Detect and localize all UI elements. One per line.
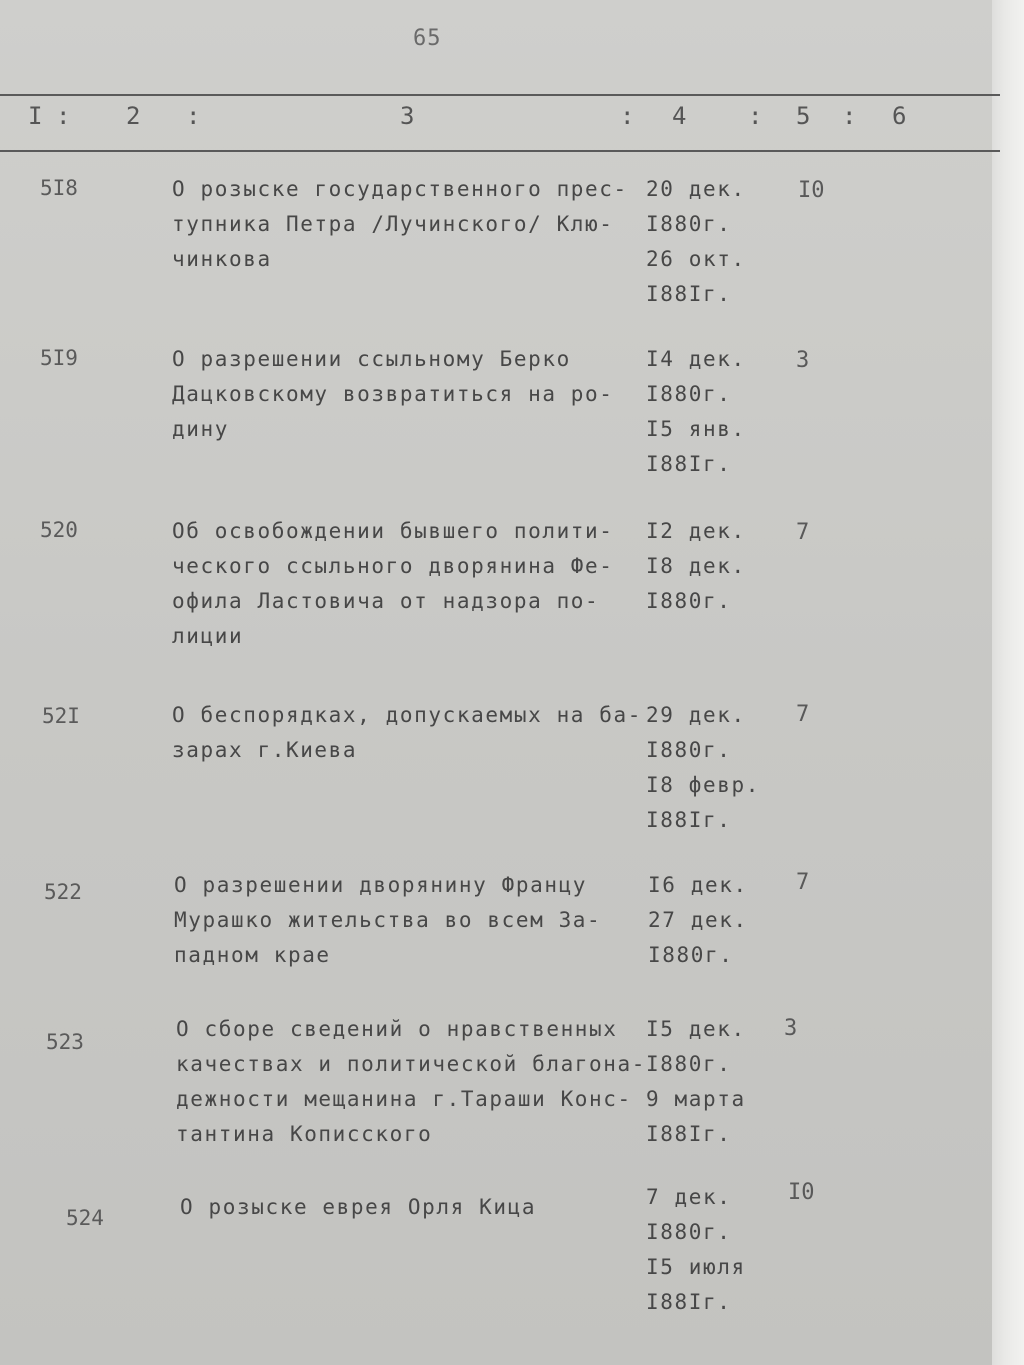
entry-number: 5I9 [40,346,78,370]
date-line: I88Iг. [646,452,732,476]
title-line: падном крае [174,943,331,967]
date-line: 20 дек. [646,177,746,201]
entry-dates [646,1180,746,1320]
title-line: чинкова [172,247,272,271]
title-line: дежности мещанина г.Тараши Конс- [176,1087,632,1111]
header-col-4: 4 [672,102,687,130]
title-line: Мурашко жительства во всем За- [174,908,602,932]
page-edge [992,0,1024,1365]
date-line: I880г. [648,943,734,967]
entry-sheets: 7 [796,870,810,895]
title-line: качествах и политической благона- [176,1052,647,1076]
entry-sheets: 7 [796,702,810,727]
entry-dates [646,172,746,312]
date-line: I88Iг. [646,808,732,832]
date-line: I8 дек. [646,554,746,578]
date-line: 9 марта [646,1087,746,1111]
date-line: 26 окт. [646,247,746,271]
title-line: О разрешении дворянину Францу [174,873,588,897]
header-col-6: 6 [892,102,907,130]
title-line: офила Ластовича от надзора по- [172,589,600,613]
entry-title [172,342,642,447]
title-line: зарах г.Киева [172,738,358,762]
date-line: I88Iг. [646,282,732,306]
header-sep-2: : [186,102,201,130]
entry-dates [648,868,748,973]
title-line: тупника Петра /Лучинского/ Клю- [172,212,614,236]
title-line: Об освобождении бывшего полити- [172,519,614,543]
entry-sheets: I0 [788,1180,815,1205]
date-line: I880г. [646,1052,732,1076]
entry-dates [646,1012,746,1152]
entry-title [174,868,644,973]
title-line: О розыске еврея Орля Кица [180,1195,537,1219]
header-rule-bottom [0,150,1000,152]
entry-dates [646,698,760,838]
date-line: I5 дек. [646,1017,746,1041]
header-col-5: 5 [796,102,811,130]
date-line: I4 дек. [646,347,746,371]
date-line: I880г. [646,382,732,406]
entry-sheets: 3 [796,348,810,373]
date-line: I5 июля [646,1255,746,1279]
date-line: I880г. [646,738,732,762]
date-line: I2 дек. [646,519,746,543]
header-col-1: I [28,102,43,130]
title-line: лиции [172,624,244,648]
entry-number: 520 [40,518,78,542]
entry-number: 523 [46,1030,84,1054]
date-line: 29 дек. [646,703,746,727]
date-line: I6 дек. [648,873,748,897]
title-line: О розыске государственного прес- [172,177,628,201]
entry-title [176,1012,646,1152]
title-line: ческого ссыльного дворянина Фе- [172,554,614,578]
date-line: I880г. [646,589,732,613]
entry-dates [646,342,746,482]
date-line: 7 дек. [646,1185,732,1209]
entry-sheets: 7 [796,520,810,545]
entry-number: 5I8 [40,176,78,200]
date-line: I88Iг. [646,1290,732,1314]
entry-number: 522 [44,880,82,904]
title-line: О сборе сведений о нравственных [176,1017,618,1041]
date-line: I5 янв. [646,417,746,441]
header-sep-3: : [620,102,635,130]
entry-title [172,698,642,768]
header-sep-1: : [56,102,71,130]
entry-title [180,1190,650,1225]
header-col-2: 2 [126,102,141,130]
title-line: дину [172,417,229,441]
header-sep-5: : [842,102,857,130]
entry-title [172,514,642,654]
date-line: I8 февр. [646,773,760,797]
title-line: О разрешении ссыльному Берко [172,347,571,371]
date-line: I880г. [646,1220,732,1244]
entry-sheets: I0 [798,178,825,203]
entry-title [172,172,642,277]
title-line: тантина Кописского [176,1122,433,1146]
entry-sheets: 3 [784,1016,798,1041]
page-number: 65 [413,26,442,51]
header-rule-top [0,94,1000,96]
title-line: Дацковскому возвратиться на ро- [172,382,614,406]
date-line: 27 дек. [648,908,748,932]
date-line: I88Iг. [646,1122,732,1146]
header-sep-4: : [748,102,763,130]
title-line: О беспорядках, допускаемых на ба- [172,703,643,727]
date-line: I880г. [646,212,732,236]
entry-number: 524 [66,1206,104,1230]
entry-number: 52I [42,704,80,728]
header-col-3: 3 [400,102,415,130]
entry-dates [646,514,746,619]
